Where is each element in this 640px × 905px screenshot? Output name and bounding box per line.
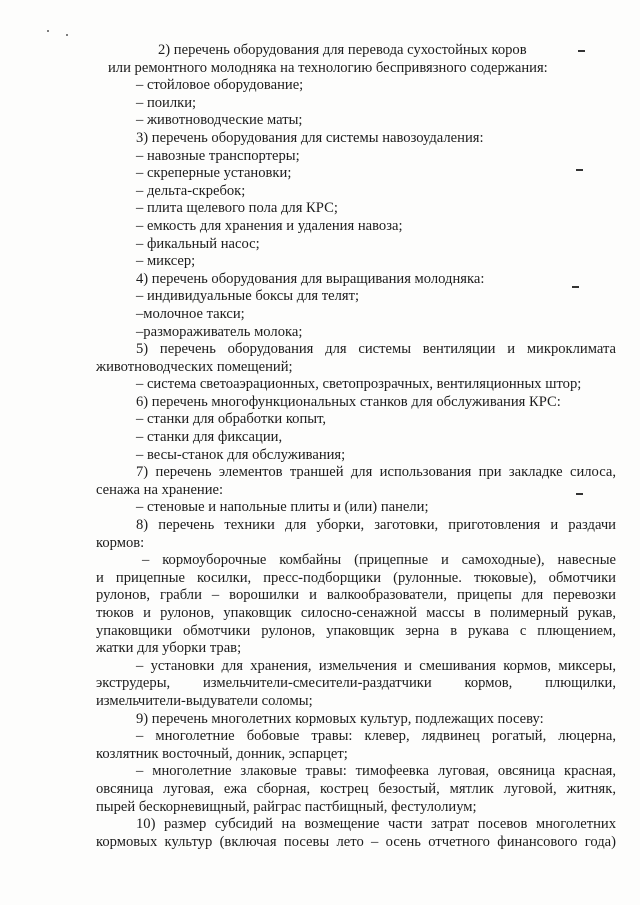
list-item: – система светоаэрационных, светопрозрачных, вентиляционных штор; <box>136 376 582 393</box>
text-line: сенажа на хранение: <box>96 481 224 498</box>
list-item: – стойловое оборудование; <box>136 77 304 94</box>
text-line: тюков и рулонов, упаковщик силосно-сенажной массы в полимерный рукав, <box>96 605 616 621</box>
list-item: – поилки; <box>136 94 197 111</box>
text-line: кормовых культур (включая посевы лето – осень отчетного финансового года) <box>96 833 616 850</box>
list-heading: 4) перечень оборудования для выращивания молодняка: <box>136 270 485 287</box>
list-item: – многолетние злаковые травы: тимофеевка луговая, овсяница красная, <box>136 763 616 780</box>
list-item: – животноводческие маты; <box>136 112 303 129</box>
text-line: рулонов, грабли – ворошилки и валкообразователи, прицепы для перевозки <box>96 587 616 604</box>
text-line: жатки для уборки трав; <box>96 640 242 657</box>
list-item: – индивидуальные боксы для телят; <box>136 288 360 305</box>
list-item: – емкость для хранения и удаления навоза; <box>136 217 403 234</box>
list-heading: 10) размер субсидий на возмещение части затрат посевов многолетних <box>136 816 616 833</box>
scan-speck <box>47 30 49 32</box>
list-heading: 6) перечень многофункциональных станков для обслуживания КРС: <box>136 393 561 410</box>
list-item: – навозные транспортеры; <box>136 147 300 164</box>
document-body <box>96 42 616 851</box>
list-item: – кормоуборочные комбайны (прицепные и самоходные), навесные <box>142 552 616 569</box>
text-line: козлятник восточный, донник, эспарцет; <box>96 745 348 762</box>
list-item: – дельта-скребок; <box>136 182 246 199</box>
list-item: – миксер; <box>136 253 196 270</box>
list-item: – станки для фиксации, <box>136 429 283 446</box>
list-heading: 2) перечень оборудования для перевода сухостойных коров <box>158 42 527 58</box>
text-line: экструдеры, измельчители-смесители-раздатчики кормов, плющилки, <box>96 675 616 692</box>
list-item: – весы-станок для обслуживания; <box>136 446 346 463</box>
list-heading: 7) перечень элементов траншей для использования при закладке силоса, <box>136 464 616 481</box>
list-item: –молочное такси; <box>136 305 245 322</box>
list-item: – стеновые и напольные плиты и (или) панели; <box>136 499 429 516</box>
text-line: кормов: <box>96 534 145 551</box>
text-line: пырей бескорневищный, райграс пастбищный, фестулолиум; <box>96 798 477 815</box>
text-line: или ремонтного молодняка на технологию беспривязного содержания: <box>108 59 548 76</box>
list-item: – станки для обработки копыт, <box>136 411 327 428</box>
text-line: и прицепные косилки, пресс-подборщики (рулонные. тюковые), обмотчики <box>96 569 616 586</box>
text-line: животноводческих помещений; <box>96 358 293 375</box>
text-line: измельчители-выдуватели соломы; <box>96 692 313 709</box>
list-heading: 9) перечень многолетних кормовых культур, подлежащих посеву: <box>136 710 544 727</box>
list-heading: 8) перечень техники для уборки, заготовки, приготовления и раздачи <box>136 517 616 534</box>
list-heading: 3) перечень оборудования для системы навозоудаления: <box>136 129 484 146</box>
list-item: – плита щелевого пола для КРС; <box>136 200 338 217</box>
list-item: – установки для хранения, измельчения и смешивания кормов, миксеры, <box>136 657 616 674</box>
text-line: упаковщики обмотчики рулонов, упаковщик зерна в рукава с плющением, <box>96 622 616 639</box>
text-line: овсяница луговая, ежа сборная, кострец безостый, мятлик луговой, житняк, <box>96 780 616 797</box>
list-item: – фикальный насос; <box>136 235 260 252</box>
list-heading: 5) перечень оборудования для системы вентиляции и микроклимата <box>136 341 616 358</box>
list-item: –размораживатель молока; <box>136 323 303 340</box>
list-item: – многолетние бобовые травы: клевер, лядвинец рогатый, люцерна, <box>136 728 616 745</box>
scan-speck <box>66 34 68 36</box>
list-item: – скреперные установки; <box>136 165 292 182</box>
